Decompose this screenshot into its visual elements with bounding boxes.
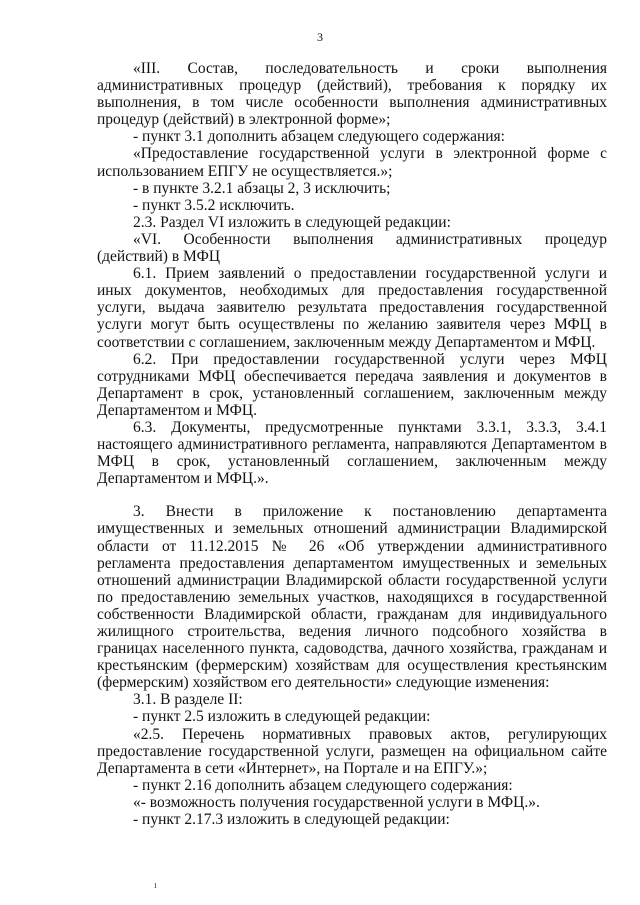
paragraph: - пункт 2.5 изложить в следующей редакции:	[133, 708, 431, 726]
paragraph: 3. Внести в приложение к постановлению департамента имущественных и земельных отношений администрации Владимирской области от 11.12.2015 № 26 «Об утверждении административного регламента предоставления департаментом имущественных и земельных отношений администрации Владимирской области государственной услуги по предоставлению земельных участков, находящихся в государственной собственности Владимирской области, гражданам для индивидуального жилищного строительства, ведения личного подсобного хозяйства в границах населенного пункта, садоводства, дачного хозяйства, гражданам и крестьянским (фермерским) хозяйствам для осуществления крестьянским (фермерским) хозяйством его деятельности» следующие изменения:	[97, 503, 607, 692]
scan-mark: ı	[154, 880, 157, 891]
paragraph: 6.2. При предоставлении государственной услуги через МФЦ сотрудниками МФЦ обеспечивается передача заявления и документов в Департамент в срок, установленный соглашением, заключенным между Департаментом и МФЦ.	[97, 350, 607, 419]
page-number: 3	[317, 30, 323, 44]
paragraph: 3.1. В разделе II:	[133, 691, 243, 709]
paragraph: «- возможность получения государственной услуги в МФЦ.».	[133, 793, 540, 811]
paragraph: «2.5. Перечень нормативных правовых актов, регулирующих предоставление государственной услуги, размещен на официальном сайте Департамента в сети «Интернет», на Портале и на ЕПГУ.»;	[97, 725, 607, 777]
paragraph: 6.1. Прием заявлений о предоставлении государственной услуги и иных документов, необходимых для предоставления государственной услуги, выдача заявителю результата предоставления государственной услуги могут быть осуществлены по желанию заявителя через МФЦ в соответствии с соглашением, заключенным между Департаментом и МФЦ.	[97, 265, 607, 351]
paragraph: - в пункте 3.2.1 абзацы 2, 3 исключить;	[133, 179, 391, 197]
paragraph: «VI. Особенности выполнения административных процедур (действий) в МФЦ	[97, 230, 607, 266]
paragraph: - пункт 3.5.2 исключить.	[133, 196, 295, 214]
paragraph: «III. Состав, последовательность и сроки выполнения административных процедур (действий), требования к порядку их выполнения, в том числе особенности выполнения административных процедур (действий) в электронной форме»;	[97, 60, 607, 129]
paragraph: - пункт 2.16 дополнить абзацем следующего содержания:	[133, 776, 513, 794]
paragraph-gap	[97, 487, 607, 503]
paragraph: 2.3. Раздел VI изложить в следующей редакции:	[133, 213, 451, 231]
paragraph: - пункт 2.17.3 изложить в следующей редакции:	[133, 811, 450, 829]
document-body	[97, 60, 607, 828]
paragraph: «Предоставление государственной услуги в электронной форме с использованием ЕПГУ не осуществляется.»;	[97, 145, 607, 180]
paragraph: 6.3. Документы, предусмотренные пунктами 3.3.1, 3.3.3, 3.4.1 настоящего административного регламента, направляются Департаментом в МФЦ в срок, установленный соглашением, заключенным между Департаментом и МФЦ.».	[97, 418, 607, 488]
paragraph: - пункт 3.1 дополнить абзацем следующего содержания:	[133, 128, 505, 146]
